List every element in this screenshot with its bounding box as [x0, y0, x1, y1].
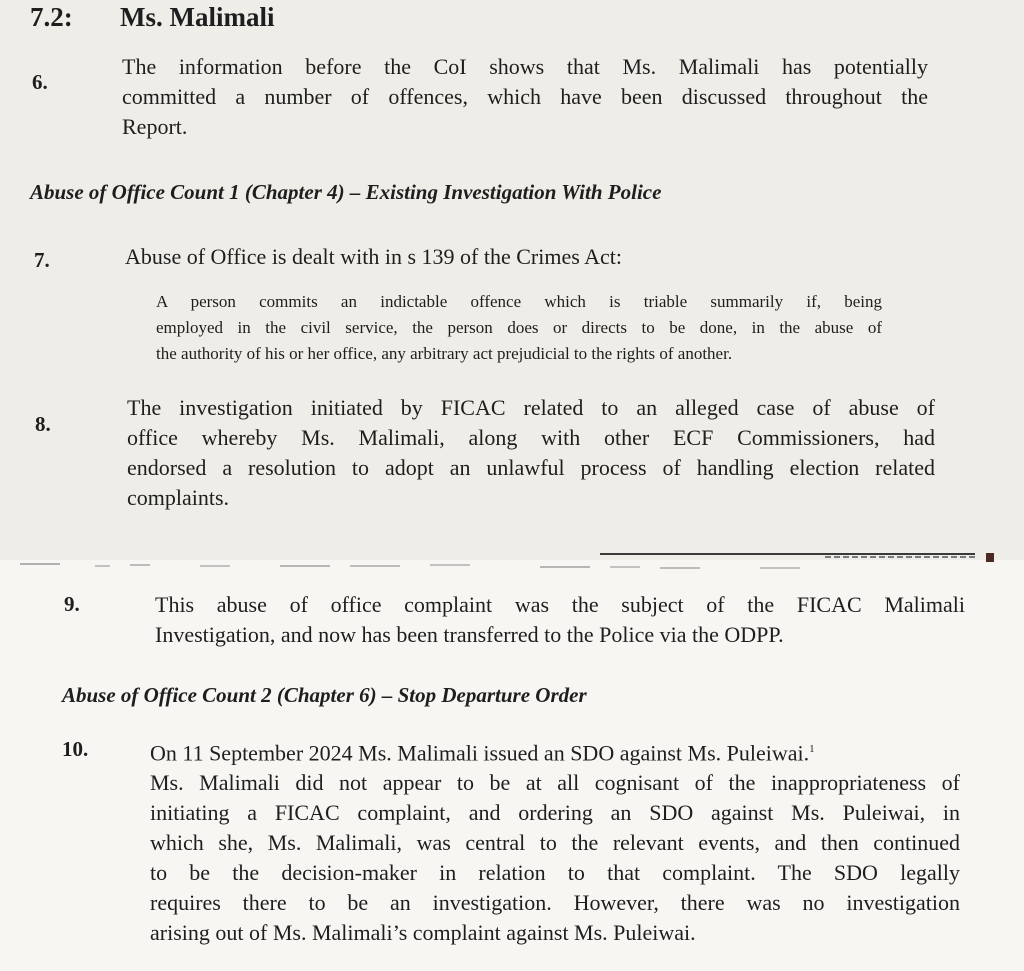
paragraph-8 [127, 393, 935, 513]
subheading-count-1: Abuse of Office Count 1 (Chapter 4) – Existing Investigation With Police [30, 180, 662, 204]
paragraph-10-line: arising out of Ms. Malimali’s complaint against Ms. Puleiwai. [150, 920, 696, 946]
paragraph-10-first-line-text: On 11 September 2024 Ms. Malimali issued an SDO against Ms. Puleiwai. [150, 740, 810, 766]
paragraph-6-line: committed a number of offences, which have been discussed throughout the [122, 84, 928, 109]
paragraph-9-line: This abuse of office complaint was the subject of the FICAC Malimali [155, 592, 965, 617]
paragraph-7-number: 7. [34, 248, 50, 272]
paragraph-10-line: to be the decision-maker in relation to that complaint. The SDO legally [150, 860, 960, 886]
paragraph-8-line: endorsed a resolution to adopt an unlawful process of handling election related [127, 455, 935, 480]
paragraph-10-line [150, 734, 960, 768]
paragraph-8-line: complaints. [127, 485, 230, 510]
paragraph-7: Abuse of Office is dealt with in s 139 of the Crimes Act: [125, 244, 622, 269]
paragraph-6-number: 6. [32, 70, 48, 94]
paragraph-10-line: which she, Ms. Malimali, was central to the relevant events, and then continued [150, 830, 960, 856]
paragraph-9-line: Investigation, and now has been transferred to the Police via the ODPP. [155, 622, 784, 647]
paragraph-10-number: 10. [62, 737, 89, 761]
quote-line: A person commits an indictable offence which is triable summarily if, being [156, 292, 882, 311]
page-break-divider [0, 552, 1024, 572]
paragraph-10 [150, 734, 960, 948]
paragraph-8-line: office whereby Ms. Malimali, along with other ECF Commissioners, had [127, 425, 935, 450]
quote-line: the authority of his or her office, any arbitrary act prejudicial to the rights of another. [156, 344, 733, 363]
paragraph-6-line: The information before the CoI shows that Ms. Malimali has potentially [122, 54, 928, 79]
section-title: Ms. Malimali [120, 2, 275, 32]
paragraph-9 [155, 590, 965, 650]
paragraph-10-line: requires there to be an investigation. However, there was no investigation [150, 890, 960, 916]
paragraph-10-line: initiating a FICAC complaint, and ordering an SDO against Ms. Puleiwai, in [150, 800, 960, 826]
paragraph-6 [122, 52, 928, 142]
paragraph-8-line: The investigation initiated by FICAC related to an alleged case of abuse of [127, 395, 935, 420]
paragraph-9-number: 9. [64, 592, 80, 616]
paragraph-10-line: Ms. Malimali did not appear to be at all cognisant of the inappropriateness of [150, 770, 960, 796]
paragraph-8-number: 8. [35, 412, 51, 436]
quote-line: employed in the civil service, the person does or directs to be done, in the abuse of [156, 318, 882, 337]
footnote-reference[interactable]: 1 [809, 743, 815, 755]
subheading-count-2: Abuse of Office Count 2 (Chapter 6) – Stop Departure Order [62, 683, 587, 707]
paragraph-6-line: Report. [122, 114, 188, 139]
section-number: 7.2: [30, 2, 73, 32]
crimes-act-quote [156, 289, 882, 367]
